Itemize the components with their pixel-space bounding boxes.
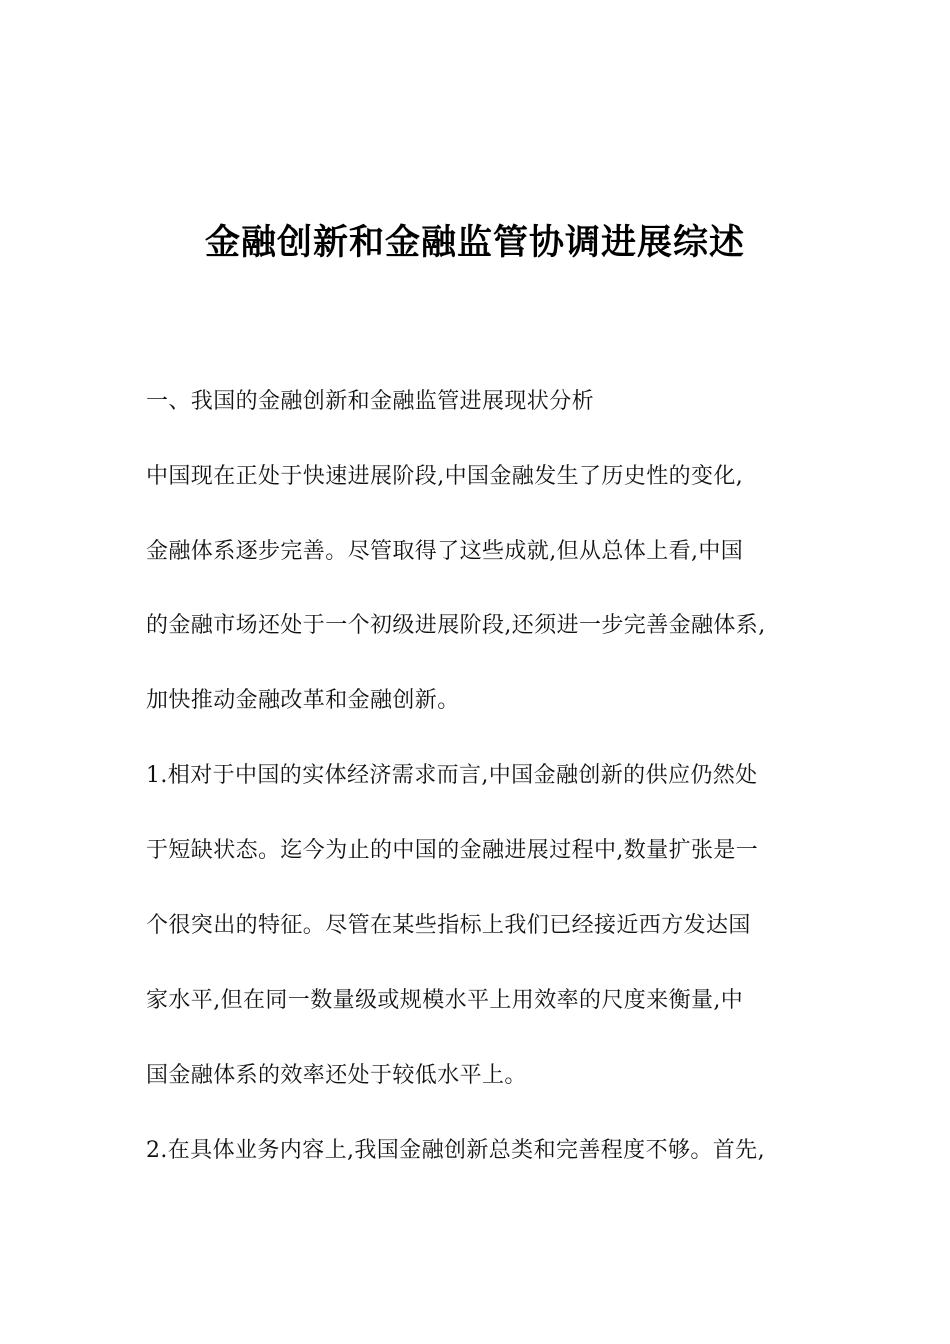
text-line: 国金融体系的效率还处于较低水平上。 <box>146 1063 527 1088</box>
text-line: 金融体系逐步完善。尽管取得了这些成就,但从总体上看,中国 <box>146 539 744 564</box>
text-line: 加快推动金融改革和金融创新。 <box>146 688 460 713</box>
section-heading: 一、我国的金融创新和金融监管进展现状分析 <box>146 389 595 414</box>
text-line: 2.在具体业务内容上,我国金融创新总类和完善程度不够。首先, <box>146 1138 765 1163</box>
document-title: 金融创新和金融监管协调进展综述 <box>204 223 745 263</box>
text-line: 1.相对于中国的实体经济需求而言,中国金融创新的供应仍然处 <box>146 763 758 788</box>
text-line: 中国现在正处于快速进展阶段,中国金融发生了历史性的变化, <box>146 464 744 489</box>
text-line: 于短缺状态。迄今为止的中国的金融进展过程中,数量扩张是一 <box>146 838 759 863</box>
text-line: 家水平,但在同一数量级或规模水平上用效率的尺度来衡量,中 <box>146 988 744 1013</box>
text-line: 的金融市场还处于一个初级进展阶段,还须进一步完善金融体系, <box>146 613 766 638</box>
text-line: 个很突出的特征。尽管在某些指标上我们已经接近西方发达国 <box>146 913 751 938</box>
